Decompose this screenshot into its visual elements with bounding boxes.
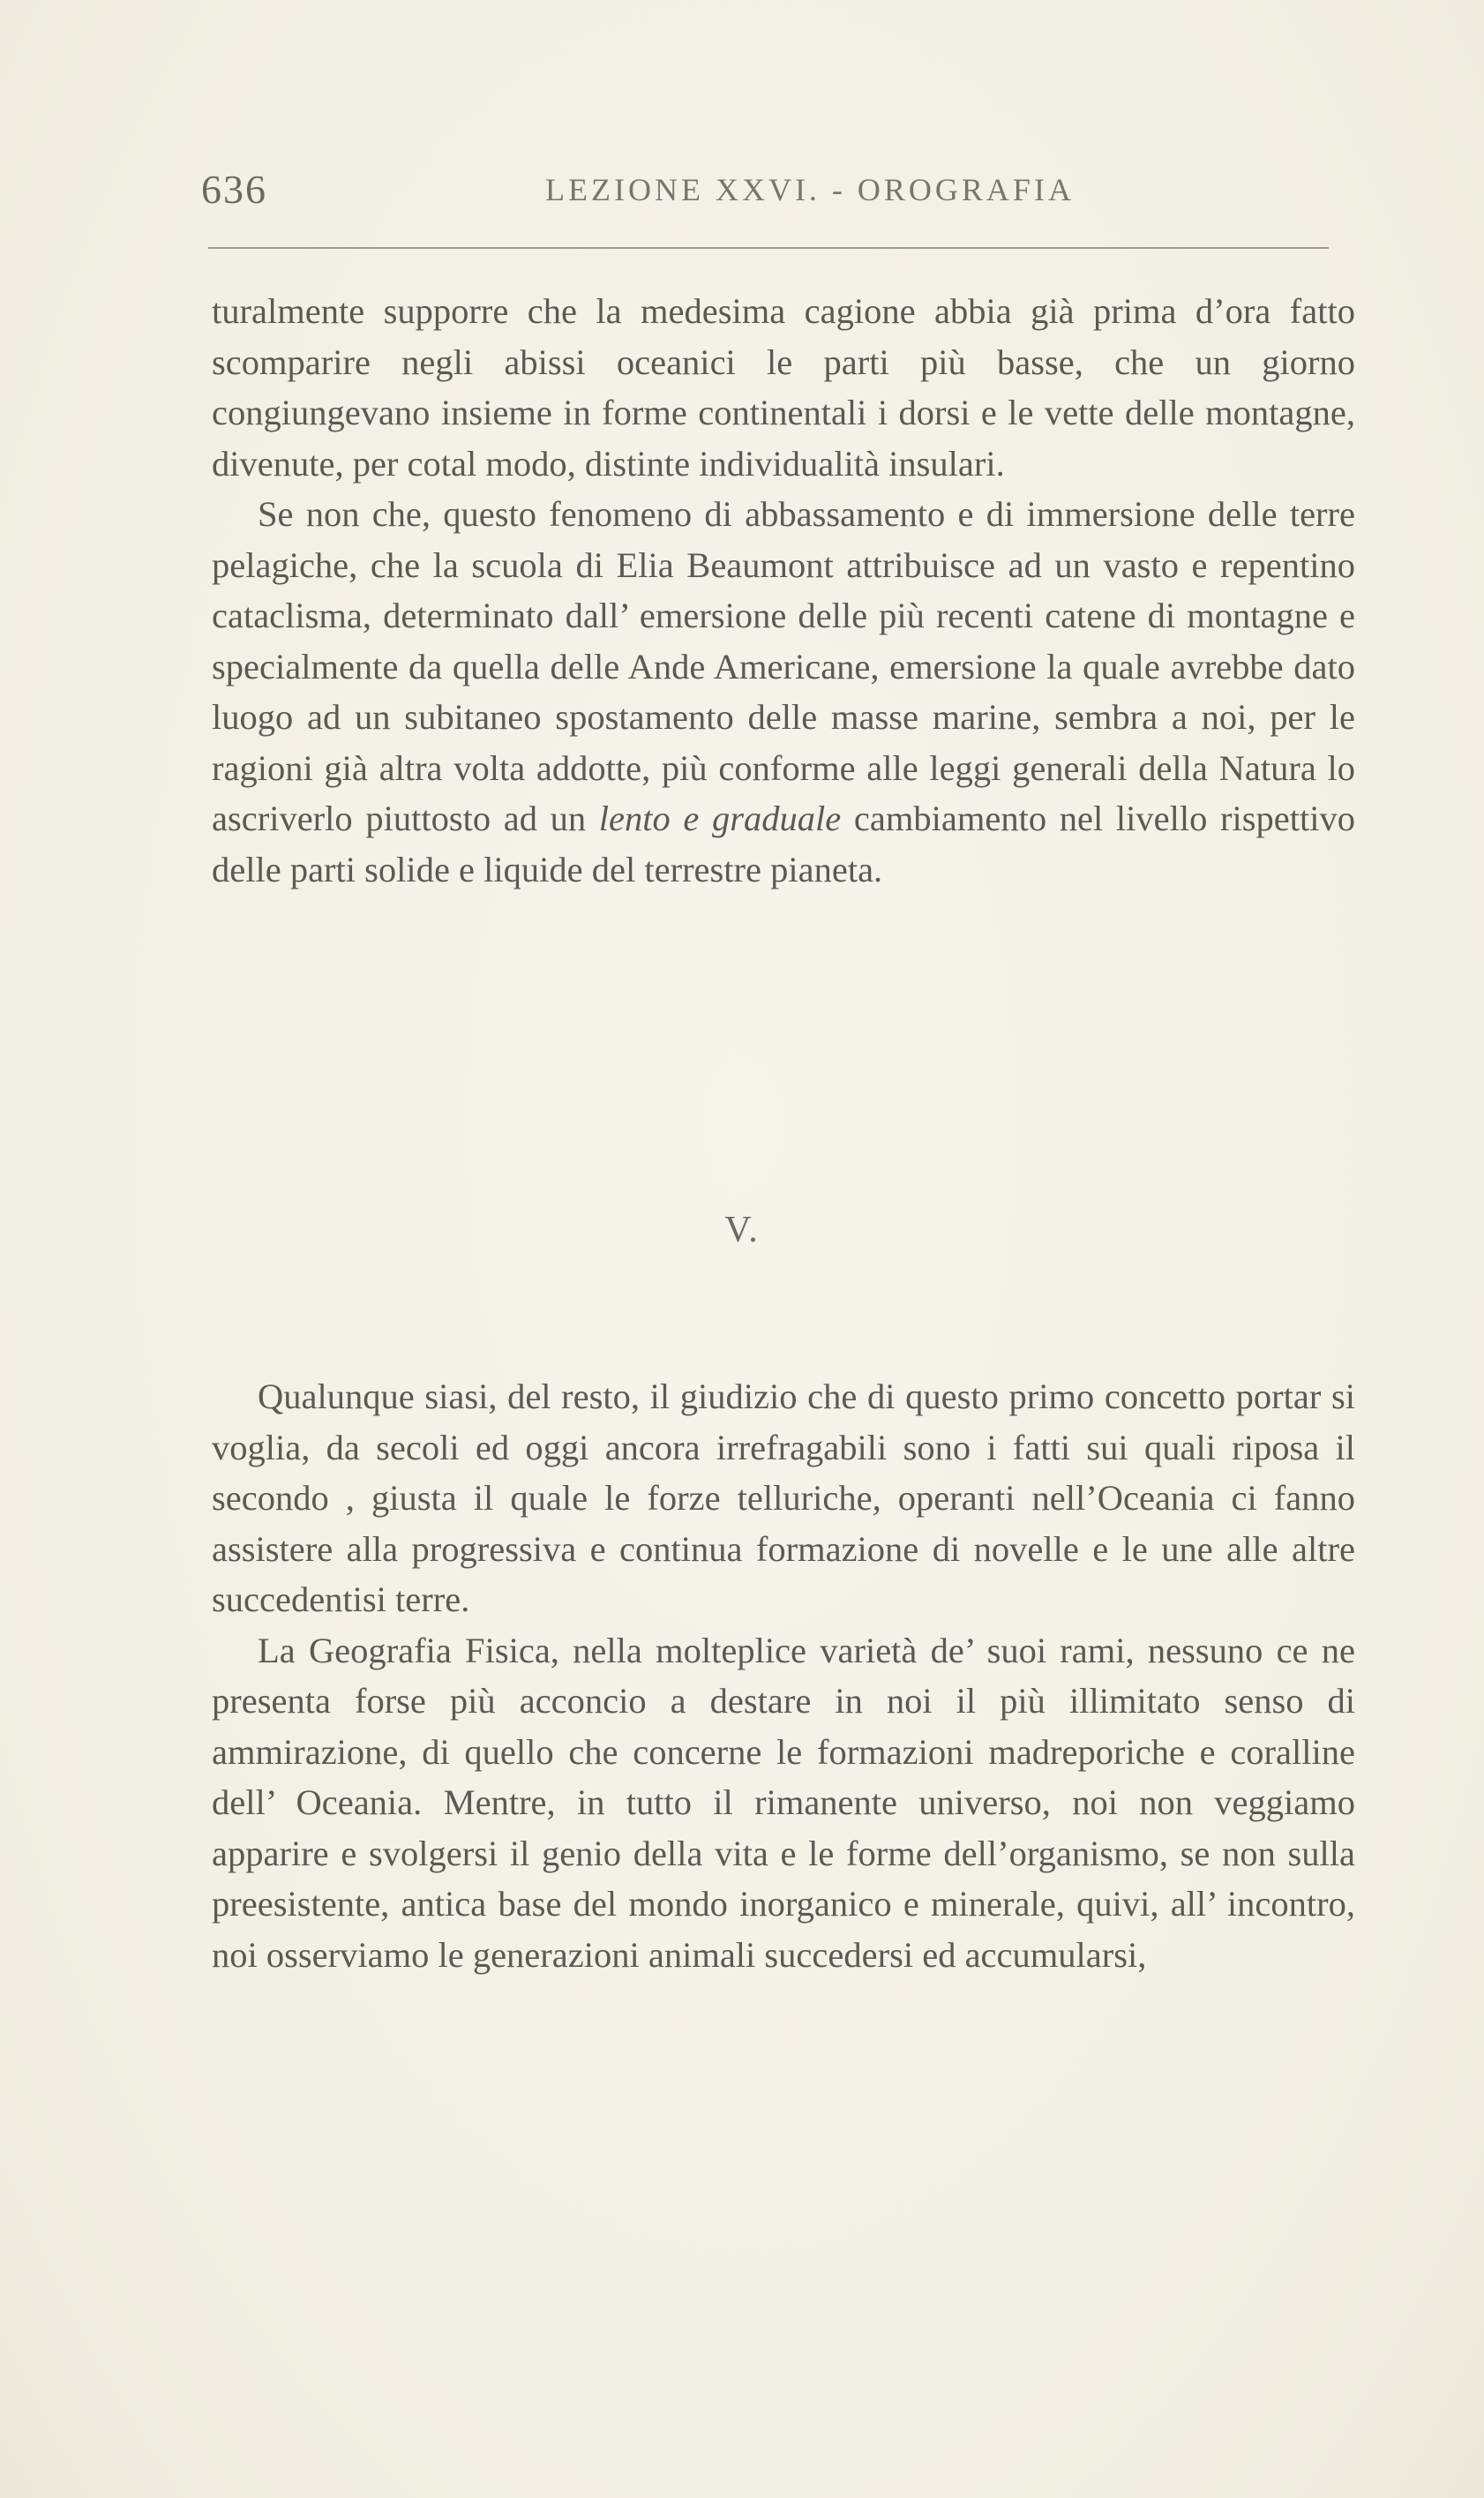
section-number: V. [724,1210,760,1250]
italic-emphasis: lento e graduale [598,799,842,838]
paragraph-qualunque: Qualunque siasi, del resto, il giudizio che di questo primo concetto portar si voglia, da secoli ed oggi ancora irrefragabili sono i fatti sui quali riposa il secondo , giusta il quale le forze telluriche, operanti nell’Oceania ci fanno assistere alla progressiva e continua formazione di novelle e le une alle altre succedentisi terre. [212,1377,1355,1619]
paragraph-geografia: La Geografia Fisica, nella molteplice varietà de’ suoi rami, nessuno ce ne presenta forse più acconcio a destare in noi il più illimitato senso di ammirazione, di quello che concerne le formazioni madreporiche e coralline dell’ Oceania. Mentre, in tutto il rimanente universo, noi non veggiamo apparire e svolgersi il genio della vita e le forme dell’organismo, se non sulla preesistente, antica base del mondo inorganico e minerale, quivi, all’ incontro, noi osserviamo le generazioni animali succedersi ed accumularsi, [212,1630,1355,1975]
header-rule [208,247,1329,249]
paragraph-text: Se non che, questo fenomeno di abbassamento e di immersione delle terre pelagiche, che la scuola di Elia Beaumont attribuisce ad un vasto e repentino cataclisma, determinato dall’ emersione delle più recenti catene di montagne e specialmente da quella delle Ande Americane, emersione la quale avrebbe dato luogo ad un subitaneo spostamento delle masse marine, sembra a noi, per le ragioni già altra volta addotte, più conforme alle leggi generali della Natura lo ascriverlo piuttosto ad un [212,494,1355,838]
text-block-bottom [212,1371,1355,1980]
page-number: 636 [201,167,267,212]
running-head [201,166,1338,219]
paragraph-beaumont [212,489,1355,895]
text-block-top [212,286,1355,895]
paragraph-text: cambiamento nel livello rispettivo delle parti solide e liquide del terrestre pianeta. [212,799,1355,889]
paragraph-continued: turalmente supporre che la medesima cagione abbia già prima d’ora fatto scomparire negli abissi oceanici le parti più basse, che un giorno congiungevano insieme in forme continentali i dorsi e le vette delle montagne, divenute, per cotal modo, distinte individualità insulari. [212,291,1355,484]
running-title: LEZIONE XXVI. - OROGRAFIA [545,172,1075,207]
